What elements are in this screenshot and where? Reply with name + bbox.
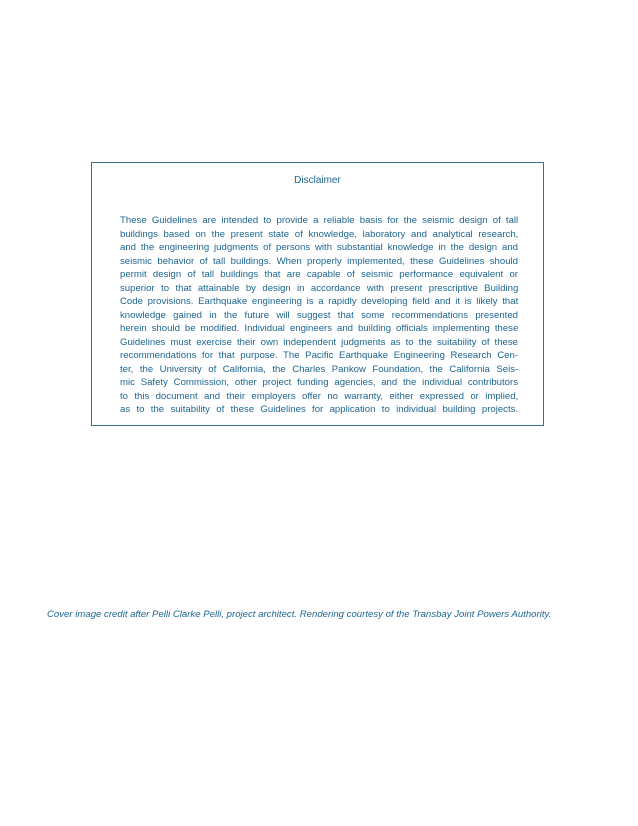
disclaimer-line: superior to that attainable by design in accordance with present prescriptive Building [120,282,519,294]
disclaimer-line: herein should be modified. Individual engineers and building officials implementing these [120,323,519,334]
disclaimer-line: permit design of tall buildings that are capable of seismic performance equivalent or [120,269,518,280]
disclaimer-line: Guidelines must exercise their own independent judgments as to the suitability of these [120,336,518,348]
disclaimer-line: as to the suitability of these Guidelines for application to individual building projects. [120,404,519,415]
disclaimer-line: recommendations for that purpose. The Pacific Earthquake Engineering Research Cen- [120,350,518,361]
disclaimer-line: and the engineering judgments of persons with substantial knowledge in the design and [120,242,518,253]
cover-image-credit: Cover image credit after Pelli Clarke Pelli, project architect. Rendering courtesy of the Transbay Joint Powers Authority. [47,609,552,620]
disclaimer-line: Code provisions. Earthquake engineering is a rapidly developing field and it is likely that [120,296,519,307]
disclaimer-line: buildings based on the present state of knowledge, laboratory and analytical research, [120,228,519,240]
disclaimer-line: to this document and their employers offer no warranty, either expressed or implied, [120,390,519,402]
disclaimer-line: ter, the University of California, the Charles Pankow Foundation, the California Seis- [120,363,519,375]
disclaimer-title: Disclaimer [294,175,341,186]
disclaimer-line: knowledge gained in the future will suggest that some recommendations presented [120,309,518,321]
disclaimer-line: These Guidelines are intended to provide a reliable basis for the seismic design of tall [120,215,519,226]
disclaimer-line: seismic behavior of tall buildings. When properly implemented, these Guidelines should [120,255,518,267]
disclaimer-line: mic Safety Commission, other project funding agencies, and the individual contributors [120,377,518,388]
disclaimer-box [91,162,544,426]
disclaimer-body [120,214,518,417]
